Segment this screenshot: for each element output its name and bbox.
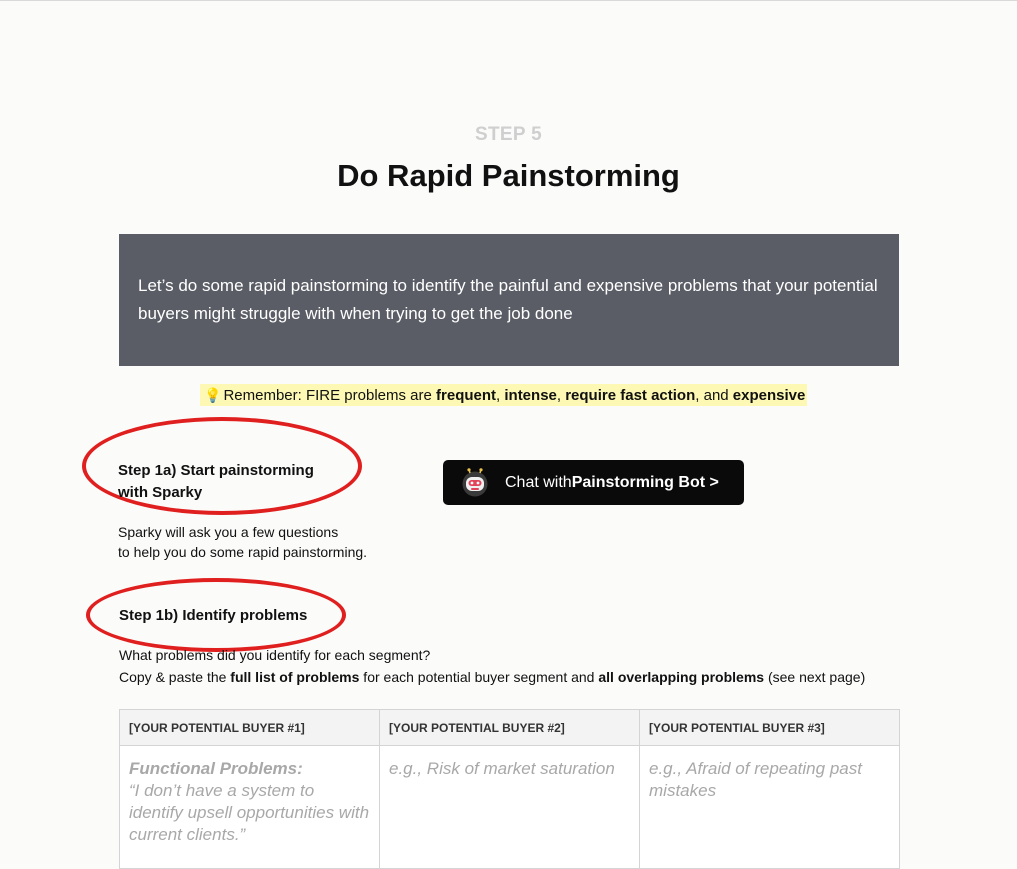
table-cell-buyer-2[interactable] <box>380 746 640 868</box>
reminder-separator: , <box>556 387 566 404</box>
reminder-separator: , <box>496 387 505 404</box>
intro-banner <box>119 234 899 366</box>
intro-banner-text: Let’s do some rapid painstorming to identify the painful and expensive problems that your potential buyers might struggle with when trying to get the job done <box>138 276 878 323</box>
reminder-intense: intense <box>504 387 557 404</box>
reminder-expensive: expensive <box>732 387 806 404</box>
table-cell-buyer-3[interactable] <box>640 746 899 868</box>
table-header-buyer-2: [YOUR POTENTIAL BUYER #2] <box>380 710 640 746</box>
instructions-overlapping: all overlapping problems <box>598 669 765 685</box>
functional-problems-example: “I don’t have a system to identify upsell opportunities with current clients.” <box>129 781 370 844</box>
buyer-3-example: e.g., Afraid of repeating past mistakes <box>649 759 862 800</box>
fire-reminder <box>200 384 807 406</box>
table-cell-buyer-1[interactable] <box>120 746 380 868</box>
reminder-frequent: frequent <box>436 387 497 404</box>
page-title: Do Rapid Painstorming <box>337 158 680 193</box>
step-label: STEP 5 <box>475 124 542 145</box>
step1b-question: What problems did you identify for each segment? <box>119 647 431 663</box>
table-header-buyer-3: [YOUR POTENTIAL BUYER #3] <box>640 710 899 746</box>
instructions-full-list: full list of problems <box>230 669 360 685</box>
step1a-description-line1: Sparky will ask you a few questions <box>118 524 339 540</box>
step1a-description <box>118 522 398 562</box>
lightbulb-icon: 💡 <box>204 387 222 403</box>
buyer-problems-table <box>119 709 900 869</box>
table-header-buyer-1: [YOUR POTENTIAL BUYER #1] <box>120 710 380 746</box>
chat-button-bot-name: Painstorming Bot > <box>571 473 719 491</box>
buyer-2-example: e.g., Risk of market saturation <box>389 759 615 778</box>
chat-button-prefix: Chat with <box>505 473 572 491</box>
robot-icon <box>461 468 489 498</box>
step1b-instructions <box>119 667 865 687</box>
step1a-title: Step 1a) Start painstorming with Sparky <box>118 462 314 501</box>
instructions-middle: for each potential buyer segment and <box>359 669 599 685</box>
functional-problems-label: Functional Problems: <box>129 759 303 778</box>
top-divider <box>0 0 1017 1</box>
step1b-title: Step 1b) Identify problems <box>119 607 308 624</box>
instructions-suffix: (see next page) <box>764 669 866 685</box>
reminder-fast-action: require fast action <box>565 387 696 404</box>
reminder-separator: , and <box>695 387 733 404</box>
step1a-description-line2: to help you do some rapid painstorming. <box>118 544 368 560</box>
chat-painstorming-bot-button[interactable] <box>443 460 744 505</box>
instructions-prefix: Copy & paste the <box>119 669 231 685</box>
reminder-prefix: Remember: FIRE problems are <box>223 387 437 404</box>
